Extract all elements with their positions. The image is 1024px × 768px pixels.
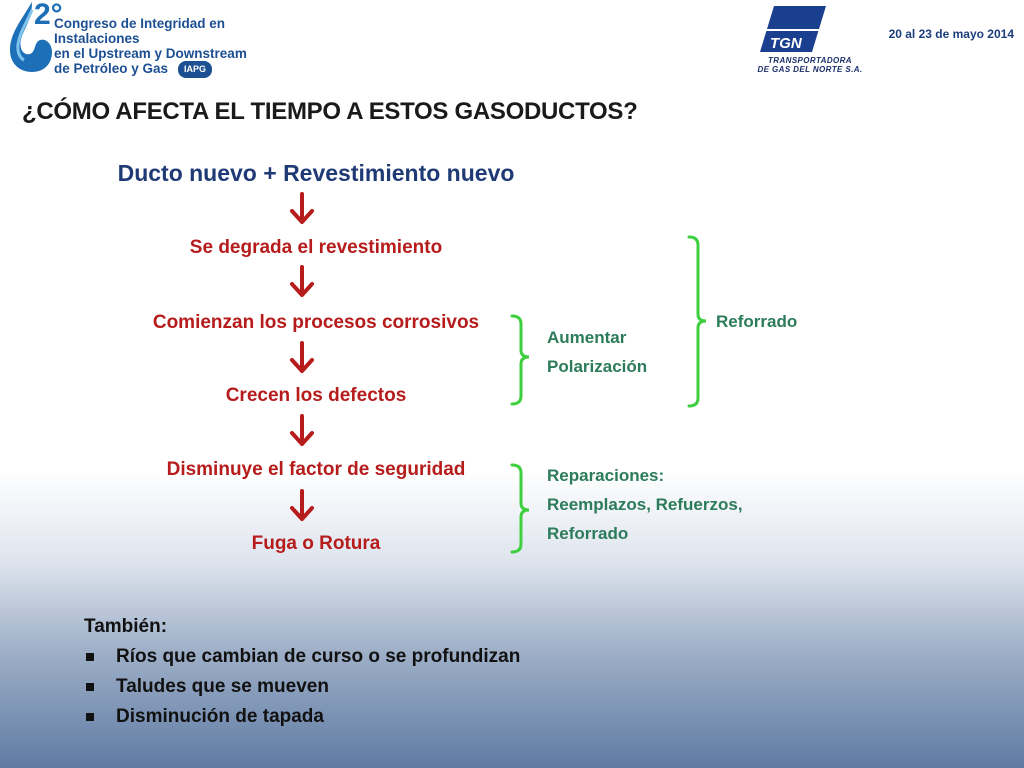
- reparaciones-label: [547, 461, 743, 548]
- reforrado-label: Reforrado: [716, 312, 798, 331]
- bullet-square-icon: [86, 713, 94, 721]
- bracket-reforrado-icon: [689, 237, 706, 406]
- polarizacion-line-2: Polarización: [547, 357, 648, 376]
- reparaciones-line-2: Reemplazos, Refuerzos,: [547, 495, 743, 514]
- down-arrow-icon: [292, 194, 312, 222]
- also-list: [84, 642, 520, 732]
- down-arrow-icon: [292, 491, 312, 519]
- event-date: 20 al 23 de mayo 2014: [888, 27, 1014, 41]
- iapg-badge: IAPG: [178, 61, 212, 78]
- bracket-polarizacion-icon: [512, 316, 529, 404]
- slide-title: ¿CÓMO AFECTA EL TIEMPO A ESTOS GASODUCTOS?: [22, 98, 638, 125]
- flow-step-new-pipe: Ducto nuevo + Revestimiento nuevo: [117, 160, 515, 186]
- list-item: [84, 642, 520, 672]
- congress-number: 2°: [34, 0, 63, 31]
- flow-step-leak-or-rupture: Fuga o Rotura: [251, 533, 381, 554]
- svg-text:TGN: TGN: [770, 35, 802, 52]
- company-name-line-1: TRANSPORTADORA: [768, 56, 852, 65]
- also-section: [84, 612, 520, 732]
- polarizacion-line-1: Aumentar: [547, 328, 627, 347]
- list-item: [84, 672, 520, 702]
- list-item-text: Disminución de tapada: [116, 706, 324, 727]
- list-item-text: Taludes que se mueven: [116, 676, 329, 697]
- also-title: También:: [84, 616, 168, 637]
- congress-line-2: en el Upstream y Downstream: [54, 46, 247, 61]
- bullet-square-icon: [86, 653, 94, 661]
- down-arrow-icon: [292, 267, 312, 295]
- reparaciones-line-1: Reparaciones:: [547, 466, 665, 485]
- flow-step-defects-grow: Crecen los defectos: [225, 385, 407, 406]
- flow-step-corrosion-starts: Comienzan los procesos corrosivos: [152, 312, 480, 333]
- down-arrow-icon: [292, 343, 312, 371]
- polarizacion-label: [547, 323, 647, 381]
- bullet-square-icon: [86, 683, 94, 691]
- reparaciones-line-3: Reforrado: [547, 524, 629, 543]
- flow-step-coating-degrades: Se degrada el revestimiento: [189, 237, 443, 258]
- list-item-text: Ríos que cambian de curso o se profundizan: [116, 646, 521, 667]
- congress-line-1: Congreso de Integridad en Instalaciones: [54, 16, 226, 46]
- list-item: [84, 702, 520, 732]
- bracket-reparaciones-icon: [512, 465, 529, 552]
- down-arrow-icon: [292, 416, 312, 444]
- congress-line-3: de Petróleo y Gas: [54, 61, 169, 77]
- company-name-line-2: DE GAS DEL NORTE S.A.: [757, 65, 863, 74]
- flow-step-safety-factor-drops: Disminuye el factor de seguridad: [166, 459, 466, 480]
